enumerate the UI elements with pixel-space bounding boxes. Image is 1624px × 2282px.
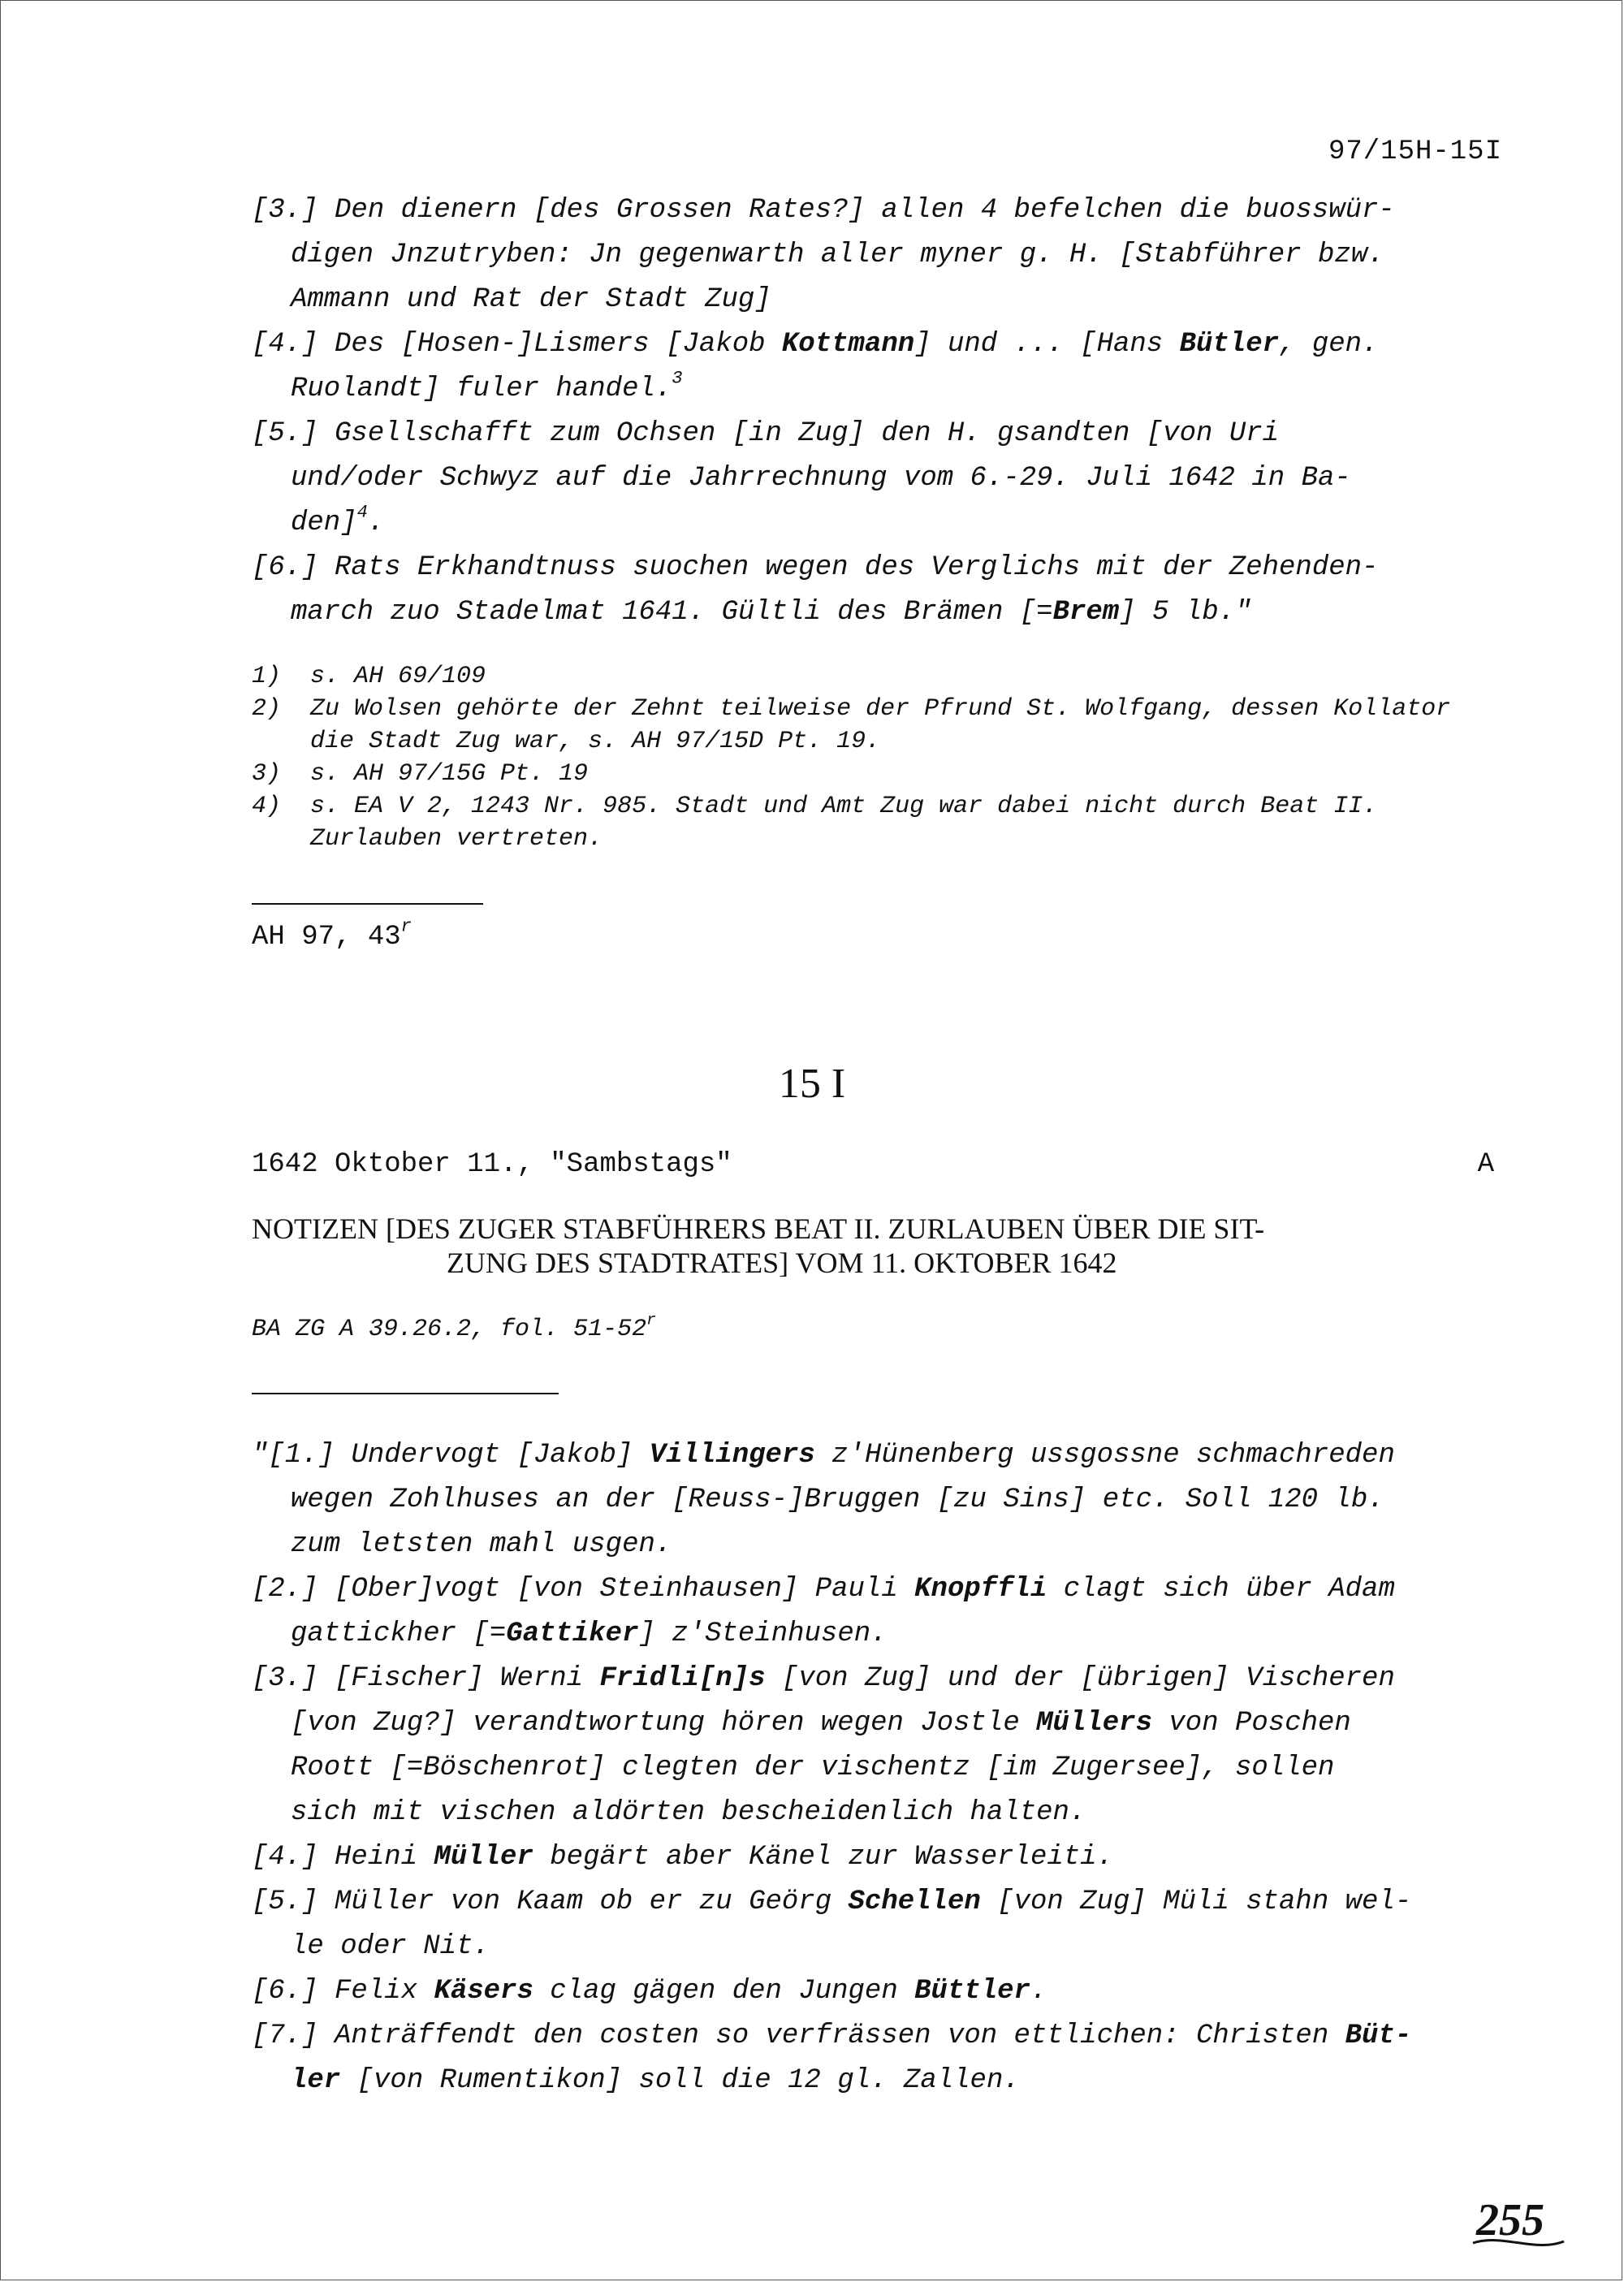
text-run: sich mit vischen aldörten bescheidenlich halten. — [291, 1797, 1086, 1828]
header-reference: 97/15H-15I — [1328, 136, 1502, 167]
text-run: [3.] [Fischer] Werni — [252, 1663, 600, 1694]
entry-line — [252, 1880, 1486, 1925]
archive-signature — [252, 1311, 656, 1343]
title-line: ZUNG DES STADTRATES] VOM 11. OKTOBER 1642 — [447, 1247, 1117, 1279]
entry-line — [252, 501, 1486, 546]
text-run: [6.] Rats Erkhandtnuss suochen wegen des Verglichs mit der Zehenden- — [252, 552, 1379, 583]
footnote-number: 4) — [252, 793, 282, 820]
entry-line — [252, 2014, 1486, 2059]
entry-line — [252, 1701, 1486, 1746]
emphasized-name: ler — [291, 2065, 341, 2096]
emphasized-name: Schellen — [848, 1887, 981, 1917]
footnote-text: s. EA V 2, 1243 Nr. 985. Stadt und Amt Zug war dabei nicht durch Beat II. Zurlauben vertreten. — [310, 793, 1378, 853]
entry-item — [252, 2014, 1486, 2103]
text-run: . — [1030, 1976, 1047, 2007]
entry-item — [252, 546, 1486, 635]
text-run: [6.] Felix — [252, 1976, 434, 2007]
emphasized-name: Büt- — [1345, 2021, 1412, 2051]
entry-item — [252, 1835, 1486, 1880]
text-run: zum letsten mahl usgen. — [291, 1529, 672, 1560]
text-run: den] — [291, 508, 357, 538]
text-run: [4.] Des [Hosen-]Lismers [Jakob — [252, 329, 782, 360]
text-run: gattickher [= — [291, 1619, 507, 1649]
entry-line — [252, 1612, 1486, 1657]
text-run: wegen Zohlhuses an der [Reuss-]Bruggen [zu Sins] etc. Soll 120 lb. — [291, 1485, 1384, 1515]
text-run: "[1.] Undervogt [Jakob] — [252, 1440, 650, 1471]
emphasized-name: Büttler — [914, 1976, 1030, 2007]
emphasized-name: Käsers — [434, 1976, 533, 2007]
footnotes — [252, 660, 1470, 855]
text-run: [3.] Den dienern [des Grossen Rates?] allen 4 befelchen die buosswür- — [252, 195, 1395, 226]
source-reference — [252, 916, 412, 953]
emphasized-name: Müllers — [1036, 1708, 1152, 1739]
signature-text: BA ZG A 39.26.2, fol. 51-52 — [252, 1316, 647, 1343]
document-letter: A — [1477, 1149, 1494, 1180]
text-run: . — [367, 508, 385, 538]
entry-line — [252, 278, 1486, 322]
footnote — [252, 790, 1470, 855]
footnote-text: Zu Wolsen gehörte der Zehnt teilweise der Pfrund St. Wolfgang, dessen Kollator die Stadt Zug war, s. AH 97/15D Pt. 19. — [310, 695, 1451, 755]
footnote-number: 1) — [252, 663, 282, 690]
entry-item — [252, 1880, 1486, 1969]
separator-rule — [252, 903, 483, 905]
text-run: digen Jnzutryben: Jn gegenwarth aller myner g. H. [Stabführer bzw. — [291, 240, 1384, 270]
footnote — [252, 693, 1470, 758]
text-run: und/oder Schwyz auf die Jahrrechnung vom 6.-29. Juli 1642 in Ba- — [291, 463, 1351, 494]
text-run: z'Hünenberg ussgossne schmachreden — [814, 1440, 1395, 1471]
title-line: NOTIZEN [DES ZUGER STABFÜHRERS BEAT II. ZURLAUBEN ÜBER DIE SIT- — [252, 1212, 1265, 1245]
footnote-text: s. AH 97/15G Pt. 19 — [310, 760, 589, 788]
footnote — [252, 758, 1470, 790]
entry-line — [252, 1835, 1486, 1880]
entry-line — [252, 1478, 1486, 1523]
entry-item — [252, 1969, 1486, 2014]
text-run: [von Zug?] verandtwortung hören wegen Jostle — [291, 1708, 1037, 1739]
text-run: [5.] Gsellschafft zum Ochsen [in Zug] den H. gsandten [von Uri — [252, 418, 1280, 449]
footnote — [252, 660, 1470, 693]
entry-item — [252, 188, 1486, 322]
entry-item — [252, 1433, 1486, 1567]
entry-line — [252, 546, 1486, 590]
text-run: [von Rumentikon] soll die 12 gl. Zallen. — [340, 2065, 1020, 2096]
text-run: begärt aber Känel zur Wasserleiti. — [533, 1842, 1113, 1873]
entry-line — [252, 188, 1486, 233]
entry-line — [252, 1523, 1486, 1567]
text-run: [2.] [Ober]vogt [von Steinhausen] Pauli — [252, 1574, 915, 1605]
source-reference-text: AH 97, 43 — [252, 922, 401, 953]
separator-rule — [252, 1393, 559, 1394]
footnote-text: s. AH 69/109 — [310, 663, 486, 690]
entry-line — [252, 367, 1486, 412]
document-number: 15 I — [778, 1061, 846, 1107]
footnote-marker: 4 — [356, 502, 368, 523]
emphasized-name: Bütler — [1179, 329, 1280, 360]
entry-line — [252, 2059, 1486, 2103]
text-run: [7.] Anträffendt den costen so verfrässen von ettlichen: Christen — [252, 2021, 1345, 2051]
text-run: [4.] Heini — [252, 1842, 434, 1873]
text-run: ] z'Steinhusen. — [638, 1619, 888, 1649]
emphasized-name: Müller — [434, 1842, 533, 1873]
text-run: Ruolandt] fuler handel. — [291, 374, 672, 404]
emphasized-name: Knopffli — [914, 1574, 1047, 1605]
text-run: , gen. — [1279, 329, 1379, 360]
page-stamp-digits: 255 — [1476, 2195, 1544, 2245]
date-line — [252, 1149, 1494, 1180]
footnote-number: 2) — [252, 695, 282, 723]
entry-line — [252, 590, 1486, 635]
source-reference-sup: r — [400, 916, 412, 937]
signature-sup: r — [646, 1311, 656, 1329]
document-title — [252, 1212, 1494, 1280]
text-run: [von Zug] Müli stahn wel- — [980, 1887, 1412, 1917]
entry-line — [252, 322, 1486, 367]
emphasized-name: Brem — [1052, 597, 1120, 628]
text-run: march zuo Stadelmat 1641. Gültli des Brämen [= — [291, 597, 1053, 628]
entry-line — [252, 1791, 1486, 1835]
emphasized-name: Gattiker — [506, 1619, 639, 1649]
page-number-stamp — [1470, 2185, 1567, 2258]
text-run: ] 5 lb." — [1119, 597, 1252, 628]
entry-item — [252, 412, 1486, 546]
entry-line — [252, 412, 1486, 456]
entry-item — [252, 1657, 1486, 1835]
entry-line — [252, 233, 1486, 278]
footnote-marker: 3 — [672, 368, 683, 389]
text-run: clagt sich über Adam — [1047, 1574, 1395, 1605]
footnote-number: 3) — [252, 760, 282, 788]
text-run: [5.] Müller von Kaam ob er zu Geörg — [252, 1887, 849, 1917]
text-run: [von Zug] und der [übrigen] Vischeren — [765, 1663, 1395, 1694]
emphasized-name: Kottmann — [781, 329, 915, 360]
emphasized-name: Villingers — [649, 1440, 815, 1471]
document-date: 1642 Oktober 11., "Sambstags" — [252, 1149, 732, 1180]
text-run: clag gägen den Jungen — [533, 1976, 915, 2007]
entry-line — [252, 1925, 1486, 1969]
entry-line — [252, 1657, 1486, 1701]
emphasized-name: Fridli[n]s — [599, 1663, 766, 1694]
entry-line — [252, 1567, 1486, 1612]
text-run: ] und ... [Hans — [914, 329, 1180, 360]
entry-line — [252, 1746, 1486, 1791]
text-run: von Poschen — [1151, 1708, 1351, 1739]
text-run: Roott [=Böschenrot] clegten der vischentz [im Zugersee], sollen — [291, 1753, 1335, 1783]
entry-item — [252, 322, 1486, 412]
entry-line — [252, 456, 1486, 501]
text-run: le oder Nit. — [291, 1931, 490, 1962]
text-run: Ammann und Rat der Stadt Zug] — [291, 284, 771, 315]
entry-item — [252, 1567, 1486, 1657]
entry-line — [252, 1969, 1486, 2014]
entry-line — [252, 1433, 1486, 1478]
